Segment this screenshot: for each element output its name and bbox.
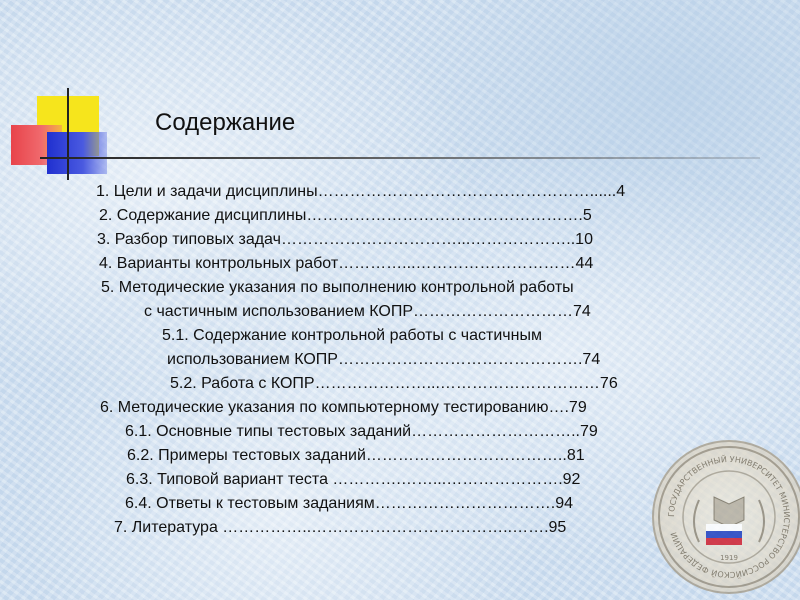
toc-item: использованием КОПР……………………………………….74 xyxy=(167,351,601,368)
toc-item: 7. Литература ……………..………………………………..…….95 xyxy=(114,519,567,536)
page-title: Содержание xyxy=(155,109,296,136)
toc-item: 1. Цели и задачи дисциплины……………………………………………......4 xyxy=(96,183,626,200)
toc-item: 2. Содержание дисциплины…………………………………………….5 xyxy=(99,207,592,224)
toc-item: 6.2. Примеры тестовых заданий………………………………..81 xyxy=(127,447,585,464)
toc-item: 6.1. Основные типы тестовых заданий…………………………..79 xyxy=(125,423,598,440)
toc-item: 5.2. Работа с КОПР…………………...…………………………76 xyxy=(170,375,618,392)
seal-year: 1919 xyxy=(720,554,738,562)
toc-item: 5. Методические указания по выполнению контрольной работы xyxy=(101,279,574,296)
toc-item: 6.4. Ответы к тестовым заданиям…………………………….94 xyxy=(125,495,573,512)
toc-item: 6. Методические указания по компьютерному тестированию….79 xyxy=(100,399,587,416)
toc-item: 4. Варианты контрольных работ…………...…………………………44 xyxy=(99,255,594,272)
toc-item: 6.3. Типовой вариант теста ………….……...………………….92 xyxy=(126,471,581,488)
toc-item: 5.1. Содержание контрольной работы с частичным xyxy=(162,327,542,344)
seal-text: ГОСУДАРСТВЕННЫЙ УНИВЕРСИТЕТ МИНИСТЕРСТВО РОССИЙСКОЙ ФЕДЕРАЦИИ xyxy=(666,454,792,580)
toc-item: с частичным использованием КОПР…………………………74 xyxy=(144,303,591,320)
toc-item: 3. Разбор типовых задач……………………………...………………..10 xyxy=(97,231,593,248)
seal-graphic xyxy=(654,442,800,592)
university-seal-icon xyxy=(652,440,800,594)
